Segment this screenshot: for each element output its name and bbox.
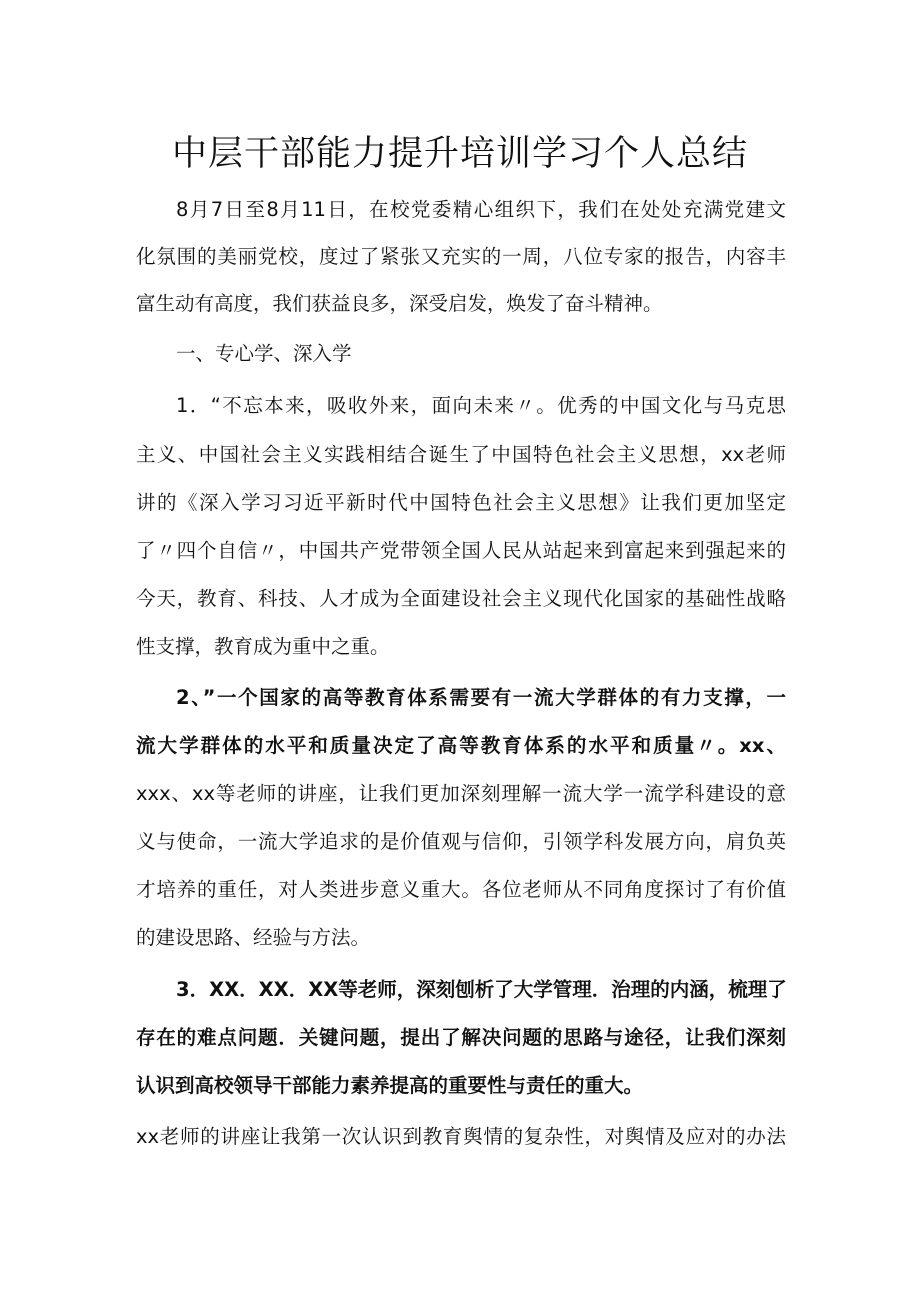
paragraph-2-line-3: 讲的《深入学习习近平新时代中国特色社会主义思想》让我们更加坚定: [136, 491, 786, 514]
paragraph-1-line-3: 富生动有高度，我们获益良多，深受启发，焕发了奋斗精神。: [136, 292, 663, 315]
paragraph-3-line-6: 的建设思路、经验与方法。: [136, 926, 371, 949]
paragraph-3-line-2: 流大学群体的水平和质量决定了高等教育体系的水平和质量〃。xx、: [136, 734, 786, 757]
paragraph-2-line-5: 今天，教育、科技、人才成为全面建设社会主义现代化国家的基础性战略: [136, 587, 786, 610]
section-heading-1: 一、专心学、深入学: [176, 342, 352, 365]
paragraph-2-line-2: 主义、中国社会主义实践相结合诞生了中国特色社会主义思想，xx老师: [136, 443, 786, 466]
paragraph-2-line-4: 了〃四个自信〃，中国共产党带领全国人民从站起来到富起来到强起来的: [136, 539, 786, 562]
paragraph-4-line-3: 认识到高校领导干部能力素养提高的重要性与责任的重大。: [136, 1074, 644, 1097]
paragraph-4-line-2: 存在的难点问题．关键问题，提出了解决问题的思路与途径，让我们深刻: [136, 1026, 786, 1049]
paragraph-3-line-5: 才培养的重任，对人类进步意义重大。各位老师从不同角度探讨了有价值: [136, 878, 786, 901]
paragraph-2-line-6: 性支撑，教育成为重中之重。: [136, 635, 390, 658]
paragraph-1-line-1: 8月7日至8月11日，在校党委精心组织下，我们在处处充满党建文: [176, 198, 786, 221]
paragraph-3-line-4: 义与使命，一流大学追求的是价值观与信仰，引领学科发展方向，肩负英: [136, 830, 786, 853]
paragraph-2-line-1: 1．“不忘本来，吸收外来，面向未来〃。优秀的中国文化与马克思: [176, 394, 786, 417]
paragraph-5-line-1: xx老师的讲座让我第一次认识到教育舆情的复杂性，对舆情及应对的办法: [136, 1125, 786, 1148]
paragraph-4-line-1: 3．XX．XX．XX等老师，深刻刨析了大学管理．治理的内涵，梳理了: [176, 978, 787, 1001]
paragraph-3-line-1: 2、”一个国家的高等教育体系需要有一流大学群体的有力支撑，一: [176, 686, 786, 709]
paragraph-1-line-2: 化氛围的美丽党校，度过了紧张又充实的一周，八位专家的报告，内容丰: [136, 245, 786, 268]
paragraph-3-line-3: xxx、xx等老师的讲座，让我们更加深刻理解一流大学一流学科建设的意: [136, 782, 786, 805]
document-title: 中层干部能力提升培训学习个人总结: [171, 134, 748, 174]
